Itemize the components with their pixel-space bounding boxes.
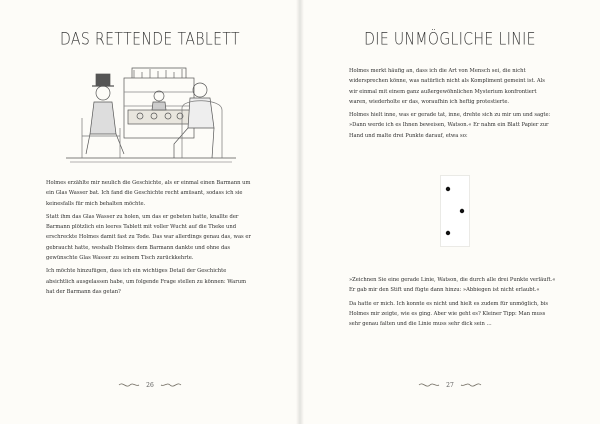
three-dots-figure <box>440 175 470 247</box>
ornament-icon <box>418 381 440 389</box>
left-page-title: DAS RETTENDE TABLETT <box>60 30 240 50</box>
paragraph: Ich möchte hinzufügen, dass ich ein wichtiges Detail der Geschichte absichtlich ausgelassen habe, um folgende Frage stellen zu können: Warum hat der Barmann das getan? <box>46 268 247 295</box>
bar-scene-illustration <box>62 58 240 166</box>
right-page <box>300 0 600 424</box>
paragraph: Holmes erzählte mir neulich die Geschichte, als er einmal einen Barmann um ein Glas Wasser bat. Ich fand die Geschichte recht amüsant, sodass ich sie keinesfalls für mich behalten möchte. <box>46 180 251 207</box>
page-number: 27 <box>446 381 454 389</box>
right-page-body-bottom <box>349 275 557 332</box>
paragraph: Holmes merkt häufig an, dass ich die Art von Mensch sei, die nicht widersprechen könne, was natürlich nicht als Kompliment gemeint ist. Als wir einmal mit einem ganz außergewöhnlichen Mysterium konfrontiert waren, wiederholte er das, woraufhin ich heftig protestierte. <box>349 68 545 105</box>
right-page-footer <box>300 378 600 392</box>
page-number: 26 <box>146 381 154 389</box>
right-page-title: DIE UNMÖGLICHE LINIE <box>364 30 536 50</box>
dot-marker <box>446 187 450 191</box>
ornament-icon <box>460 381 482 389</box>
dot-marker <box>446 231 450 235</box>
paragraph: Holmes hielt inne, was er gerade tat, inne, drehte sich zu mir um und sagte: »Dann werde ich es Ihnen beweisen, Watson.« Er nahm ein Blatt Papier zur Hand und malte drei Punkte darauf, etwa so: <box>349 112 551 139</box>
ornament-icon <box>160 381 182 389</box>
left-page-body <box>46 178 252 300</box>
right-page-body-top <box>349 66 555 144</box>
ornament-icon <box>118 381 140 389</box>
dot-marker <box>460 209 464 213</box>
paragraph: Da hatte er mich. Ich konnte es nicht und hielt es zudem für unmöglich, bis Holmes mir zeigte, wie es ging. Aber wie geht es? Kleiner Tipp: Man muss sehr genau falten und die Linie muss sehr dick sein … <box>349 300 549 328</box>
paragraph: Statt ihm das Glas Wasser zu holen, um das er gebeten hatte, knallte der Barmann plötzlich ein leeres Tablett mit voller Wucht auf die Theke und erschreckte Holmes damit fast zu Tode. Das war allerdings genau das, was er gebraucht hatte, weshalb Holmes dem Barmann dankte und ohne das gewünschte Glas Wasser zu seinem Tisch zurückkehrte. <box>46 213 251 262</box>
left-page-footer <box>0 378 300 392</box>
paragraph: »Zeichnen Sie eine gerade Linie, Watson, die durch alle drei Punkte verläuft.« Er gab mir den Stift und fügte dann hinzu: »Abbiegen ist nicht erlaubt.« <box>349 277 556 294</box>
